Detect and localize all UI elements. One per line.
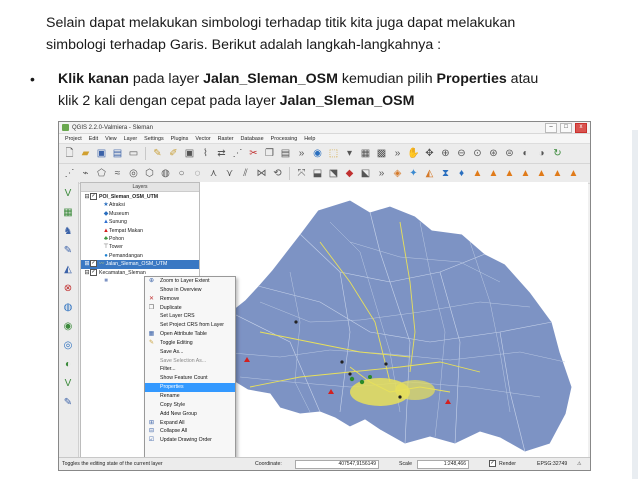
add-wfs-icon[interactable]: ◎: [63, 340, 73, 351]
remove-icon: ✕: [148, 295, 155, 302]
step-text-3: atau: [506, 71, 539, 87]
menu-duplicate[interactable]: [145, 304, 235, 313]
restaurant-icon: ▲: [103, 227, 109, 234]
layer-label: Kecamatan_Sleman: [99, 269, 146, 276]
coordinate-label: Coordinate:: [255, 461, 282, 467]
toggle-edit-icon[interactable]: ✐: [169, 148, 178, 159]
tree-icon: ♣: [104, 235, 108, 242]
flame-6-icon[interactable]: ▲: [552, 168, 563, 179]
menu-item-label: Save Selection As...: [160, 357, 207, 364]
maximize-button[interactable]: □: [560, 123, 572, 133]
map-drawing: [200, 182, 588, 457]
step-bold-klik-kanan: Klik kanan: [58, 71, 129, 87]
field-calculator-icon[interactable]: ▩: [376, 148, 387, 159]
add-postgis-icon[interactable]: ♞: [63, 226, 73, 237]
menu-add-new-group[interactable]: [145, 410, 235, 419]
layer-checkbox[interactable]: ✓: [91, 260, 96, 267]
menu-item-label: Zoom to Layer Extent: [160, 278, 210, 284]
scale-field[interactable]: 1:248,466: [417, 460, 469, 469]
menu-remove[interactable]: [145, 295, 235, 304]
layer-tree: [81, 192, 199, 285]
menu-show-in-overview[interactable]: [145, 286, 235, 295]
add-wcs-icon[interactable]: ◉: [63, 321, 73, 332]
add-delimited-text-icon[interactable]: ◐: [64, 359, 72, 370]
georef-icon[interactable]: ✦: [409, 168, 418, 179]
epsg-label[interactable]: EPSG:32749: [537, 461, 568, 467]
refresh-icon[interactable]: ↻: [553, 148, 562, 159]
menu-vector[interactable]: Vector: [195, 135, 211, 142]
deselect-icon[interactable]: ▾: [346, 148, 353, 159]
minimize-button[interactable]: –: [545, 123, 557, 133]
menu-item-label: Save As...: [160, 348, 184, 355]
layer-legend-pemandangan: [81, 252, 199, 260]
water-drop-icon[interactable]: ♦: [458, 168, 465, 179]
menu-view[interactable]: View: [105, 135, 117, 142]
overflow-2-icon[interactable]: »: [394, 148, 401, 159]
layer-checkbox[interactable]: ✓: [91, 268, 96, 275]
menu-help[interactable]: Help: [304, 135, 316, 142]
layer-label: Jalan_Sleman_OSM_UTM: [105, 261, 168, 268]
menu-expand-all[interactable]: [145, 419, 235, 428]
add-mssql-icon[interactable]: ◭: [64, 264, 72, 275]
layer-legend-tempat-makan: [81, 227, 199, 235]
menu-item-label: Show in Overview: [160, 286, 202, 293]
layer-group-poi[interactable]: [81, 193, 199, 201]
menu-item-label: Show Feature Count: [160, 375, 208, 382]
attribute-table-icon[interactable]: ▦: [360, 148, 371, 159]
duplicate-icon: ❐: [148, 304, 155, 311]
layer-legend-atraksi: [81, 201, 199, 209]
coordinate-field[interactable]: 407547,9156149: [295, 460, 379, 469]
edit-pencil-icon[interactable]: ✎: [153, 148, 162, 159]
new-shapefile-icon[interactable]: V: [64, 378, 72, 389]
toolbar-separator: [289, 167, 290, 180]
offset-curve-icon[interactable]: ⋎: [225, 168, 234, 179]
menu-rename[interactable]: [145, 392, 235, 401]
render-checkbox-icon[interactable]: [489, 458, 498, 470]
save-edits-icon[interactable]: ▣: [184, 148, 195, 159]
menu-toggle-editing[interactable]: [145, 339, 235, 348]
collapse-icon[interactable]: ⊟: [84, 194, 90, 200]
legend-label: Pohon: [109, 235, 125, 242]
qgis-logo-icon: [62, 124, 69, 131]
menu-item-label: Filter...: [160, 366, 176, 373]
fill-ring-icon[interactable]: ◍: [161, 168, 170, 179]
map-canvas[interactable]: [200, 182, 588, 457]
menu-properties[interactable]: [145, 383, 235, 392]
toolbar-top: [59, 144, 590, 164]
delete-icon[interactable]: ✂: [249, 148, 258, 159]
log-messages-icon[interactable]: ⚠: [577, 461, 582, 467]
menu-database[interactable]: Database: [240, 135, 264, 142]
select-icon[interactable]: ⬚: [328, 148, 339, 159]
flame-1-icon[interactable]: ▲: [472, 168, 483, 179]
intro-line-1: Selain dapat melakukan simbologi terhadap titik kita juga dapat melakukan: [46, 15, 516, 31]
add-oracle-icon[interactable]: ⊗: [63, 283, 73, 294]
menu-raster[interactable]: Raster: [217, 135, 234, 142]
table-icon: ▦: [148, 331, 155, 338]
checkbox-checked-icon: ☑: [148, 437, 155, 444]
layer-checkbox[interactable]: ✓: [91, 193, 96, 200]
add-wms-icon[interactable]: ◍: [63, 302, 73, 313]
print-composer-icon[interactable]: ▭: [128, 148, 139, 159]
save-project-icon[interactable]: ▣: [96, 148, 107, 159]
menu-project[interactable]: Project: [65, 135, 82, 142]
step-text-2: kemudian pilih: [337, 71, 437, 87]
menu-item-label: Add New Group: [160, 410, 197, 417]
menu-edit[interactable]: Edit: [88, 135, 99, 142]
flame-2-icon[interactable]: ▲: [488, 168, 499, 179]
delete-ring-icon[interactable]: ○: [178, 168, 185, 179]
layer-legend-tower: [81, 243, 199, 251]
step-bold-properties: Properties: [436, 71, 507, 87]
flame-3-icon[interactable]: ▲: [504, 168, 515, 179]
district-polygon: [205, 200, 572, 452]
identify-icon[interactable]: ◉: [313, 148, 322, 159]
mountain-icon: ▲: [103, 219, 109, 226]
overflow-3-icon[interactable]: »: [378, 168, 385, 179]
intro-paragraph: [46, 12, 626, 56]
legend-label: Sunung: [109, 219, 127, 226]
pencil-icon: ✎: [148, 339, 155, 346]
close-button[interactable]: x: [575, 123, 587, 133]
menu-item-label: Copy Style: [160, 401, 186, 408]
menu-item-label: Properties: [160, 384, 184, 391]
expand-icon[interactable]: ⊞: [84, 261, 90, 268]
paste-icon[interactable]: ▤: [280, 148, 291, 159]
scale-label: Scale: [399, 461, 412, 467]
pin-label-icon[interactable]: ⬕: [360, 168, 371, 179]
zoom-full-icon[interactable]: ⊙: [473, 148, 482, 159]
collapse-icon[interactable]: ⊟: [84, 269, 90, 276]
pan-icon[interactable]: ✋: [407, 148, 420, 159]
add-raster-layer-icon[interactable]: ▦: [63, 207, 73, 218]
step-bold-layer-name: Jalan_Sleman_OSM: [203, 71, 338, 87]
legend-label: Tower: [109, 244, 123, 251]
menu-item-label: Rename: [160, 392, 180, 399]
layer-jalan-sleman-selected[interactable]: [81, 260, 199, 268]
menu-item-label: Collapse All: [160, 428, 188, 435]
copy-icon[interactable]: ❐: [265, 148, 274, 159]
toolbar-separator: [145, 147, 146, 160]
diagram-icon[interactable]: ⬔: [328, 168, 339, 179]
overflow-1-icon[interactable]: »: [298, 148, 305, 159]
show-hide-label-icon[interactable]: ◆: [345, 168, 354, 179]
menu-filter[interactable]: [145, 365, 235, 374]
museum-icon: ◆: [103, 210, 109, 217]
window-controls: [545, 123, 587, 133]
layers-panel-header: Layers: [81, 183, 199, 192]
step-paragraph: [58, 68, 628, 112]
menu-save-selection-as: [145, 357, 235, 366]
zoom-next-icon[interactable]: ◑: [538, 148, 545, 159]
menu-item-label: Update Drawing Order: [160, 437, 212, 444]
menu-layer[interactable]: Layer: [123, 135, 138, 142]
move-feature-icon[interactable]: ⇄: [217, 148, 226, 159]
qgis-window: [58, 121, 591, 471]
move-label-icon[interactable]: ⤧: [297, 168, 306, 179]
digitize-line-icon[interactable]: ⌁: [82, 168, 89, 179]
raster-calc-icon[interactable]: ◈: [393, 168, 402, 179]
menu-set-layer-crs[interactable]: [145, 312, 235, 321]
save-as-icon[interactable]: ▤: [112, 148, 123, 159]
add-part-icon[interactable]: ⬡: [145, 168, 154, 179]
zoom-in-icon[interactable]: ⊕: [441, 148, 450, 159]
collapse-all-icon: ⊟: [148, 428, 155, 435]
add-spatialite-icon[interactable]: ✎: [63, 245, 73, 256]
menu-settings[interactable]: Settings: [144, 135, 164, 142]
add-ring-icon[interactable]: ◎: [129, 168, 138, 179]
menu-set-project-crs[interactable]: [145, 321, 235, 330]
label-tool-icon[interactable]: ⬓: [312, 168, 323, 179]
step-text-1: pada layer: [128, 71, 204, 87]
layer-legend-museum: [81, 210, 199, 218]
polygon-swatch-icon: ■: [104, 277, 108, 284]
intro-line-2: simbologi terhadap Garis. Berikut adalah langkah-langkahnya :: [46, 37, 442, 53]
layer-context-menu: [144, 276, 236, 464]
zoom-out-icon[interactable]: ⊖: [457, 148, 466, 159]
menu-item-label: Set Layer CRS: [160, 313, 195, 320]
split-icon[interactable]: ⫽: [243, 168, 248, 179]
menu-update-drawing-order[interactable]: [145, 436, 235, 445]
tower-icon: ⊤: [103, 244, 109, 251]
add-vector-layer-icon[interactable]: V: [64, 188, 72, 199]
menu-item-label: Duplicate: [160, 304, 182, 311]
menu-collapse-all[interactable]: [145, 427, 235, 436]
new-spatialite-layer-icon[interactable]: ✎: [63, 397, 73, 408]
legend-label: Tempat Makan: [109, 227, 144, 234]
layer-legend-pohon: [81, 235, 199, 243]
terrain-icon[interactable]: ◭: [425, 168, 434, 179]
title-bar: [59, 122, 590, 134]
step-bold-layer-name-2: Jalan_Sleman_OSM: [279, 93, 415, 109]
viewpoint-icon: ●: [104, 252, 108, 259]
merge-icon[interactable]: ⋈: [256, 168, 267, 179]
zoom-layer-icon[interactable]: ⊜: [505, 148, 514, 159]
flame-7-icon[interactable]: ▲: [568, 168, 579, 179]
layer-legend-sunung: [81, 218, 199, 226]
step-text-4: klik 2 kali dengan cepat pada layer: [58, 93, 280, 109]
star-icon: ★: [103, 202, 109, 209]
left-toolbar: [59, 182, 79, 457]
node-tool-icon[interactable]: ⋰: [232, 148, 243, 159]
menu-bar: [59, 134, 590, 144]
line-layer-icon: 〰: [99, 261, 105, 268]
menu-processing[interactable]: Processing: [270, 135, 298, 142]
slide-decoration: [632, 130, 638, 479]
legend-label: Atraksi: [109, 202, 125, 209]
digitize-polygon-icon[interactable]: ⬠: [97, 168, 106, 179]
render-checkbox[interactable]: ✓: [490, 460, 495, 467]
menu-item-label: Remove: [160, 295, 180, 302]
new-project-icon[interactable]: 🗋: [65, 148, 74, 159]
menu-copy-style[interactable]: [145, 401, 235, 410]
step-line-1: [58, 68, 628, 90]
bullet-icon: •: [30, 71, 35, 87]
render-label: Render: [499, 461, 517, 467]
zoom-selection-icon[interactable]: ⊛: [489, 148, 498, 159]
open-project-icon[interactable]: ▰: [81, 148, 90, 159]
legend-label: Museum: [109, 210, 129, 217]
expand-all-icon: ⊞: [148, 419, 155, 426]
delete-part-icon[interactable]: ◌: [194, 168, 201, 179]
menu-open-attribute-table[interactable]: [145, 330, 235, 339]
menu-show-feature-count[interactable]: [145, 374, 235, 383]
legend-label: Pemandangan: [109, 252, 143, 259]
reshape-icon[interactable]: ⋏: [209, 168, 218, 179]
menu-item-label: Open Attribute Table: [160, 331, 207, 338]
menu-item-label: Set Project CRS from Layer: [160, 322, 225, 329]
menu-save-as[interactable]: [145, 348, 235, 357]
digitize-point-icon[interactable]: ⋰: [64, 168, 75, 179]
status-message: Toggles the editing state of the current layer: [62, 461, 163, 467]
menu-zoom-to-layer[interactable]: [145, 277, 235, 286]
zoom-last-icon[interactable]: ◐: [522, 148, 529, 159]
flame-4-icon[interactable]: ▲: [520, 168, 531, 179]
menu-item-label: Toggle Editing: [160, 339, 193, 346]
menu-plugins[interactable]: Plugins: [170, 135, 189, 142]
status-bar: [59, 457, 590, 470]
add-feature-icon[interactable]: ⌇: [203, 148, 208, 159]
pan-to-selection-icon[interactable]: ✥: [425, 148, 434, 159]
menu-item-label: Expand All: [160, 419, 185, 426]
toolbar-second: [59, 164, 590, 184]
zoom-extent-icon: ⊕: [148, 278, 155, 284]
rotate-label-icon[interactable]: ⟲: [273, 168, 282, 179]
step-line-2: [58, 90, 628, 112]
simplify-icon[interactable]: ≈: [114, 168, 121, 179]
raster-stretch-icon[interactable]: ⧗: [441, 168, 450, 179]
window-title: QGIS 2.2.0-Valmiera - Sleman: [72, 124, 153, 131]
flame-5-icon[interactable]: ▲: [536, 168, 547, 179]
layer-label: POI_Sleman_OSM_UTM: [99, 194, 159, 200]
